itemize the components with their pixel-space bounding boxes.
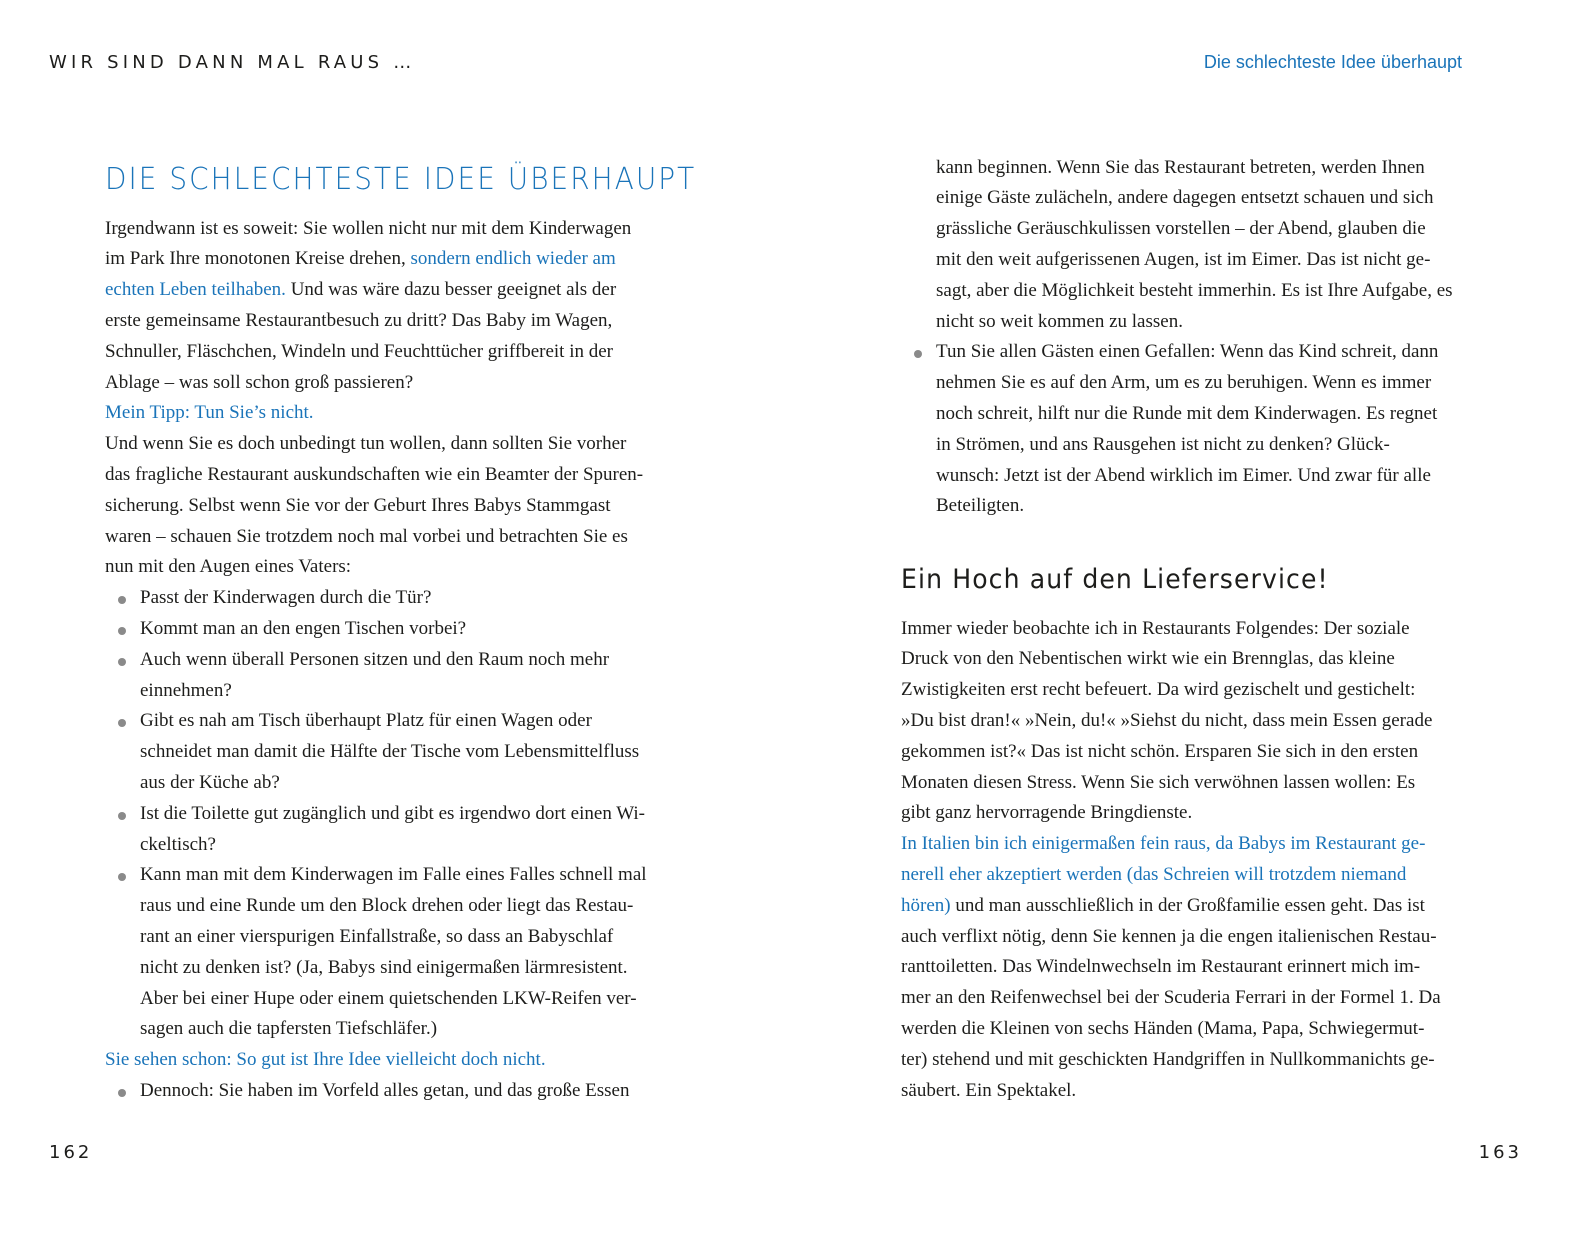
text-line [105,244,670,275]
right-page-body-continued [901,153,1466,523]
text-line [105,830,670,861]
text-line [901,829,1466,860]
bullet-icon [914,350,922,358]
highlighted-text: hören) [901,894,951,916]
text-line [105,737,670,768]
text-line [901,245,1466,276]
text-line [105,429,670,460]
text-segment: mer an den Reifenwechsel bei der Scuderia Ferrari in der Formel 1. Da [901,987,1441,1009]
text-segment: Ablage – was soll schon groß passieren? [105,371,414,393]
text-segment: Und wenn Sie es doch unbedingt tun wollen, dann sollten Sie vorher [105,433,627,455]
text-line [901,1014,1466,1045]
text-line [901,214,1466,245]
text-line [901,183,1466,214]
text-line [901,768,1466,799]
text-line [901,614,1466,645]
bullet-icon [118,719,126,727]
text-line [901,461,1466,492]
text-line [901,952,1466,983]
text-segment: Monaten diesen Stress. Wenn Sie sich verwöhnen lassen wollen: Es [901,771,1416,793]
text-segment: nicht zu denken ist? (Ja, Babys sind einigermaßen lärmresistent. [140,956,628,978]
bullet-item-line [901,337,1466,368]
text-segment: im Park Ihre monotonen Kreise drehen, [105,248,411,270]
text-line [105,368,670,399]
bullet-item-line [105,1076,670,1107]
running-head-chapter-title: Die schlechteste Idee überhaupt [1203,52,1462,72]
highlighted-text: Sie sehen schon: So gut ist Ihre Idee vielleicht doch nicht. [105,1049,546,1071]
text-line [105,398,670,429]
text-line [901,276,1466,307]
text-segment: rant an einer vierspurigen Einfallstraße, so dass an Babyschlaf [140,925,614,947]
bullet-item-line [105,860,670,891]
text-line [901,798,1466,829]
text-line [105,953,670,984]
text-segment: gibt ganz hervorragende Bringdienste. [901,802,1193,824]
text-segment: Auch wenn überall Personen sitzen und den Raum noch mehr [140,648,610,670]
text-segment: waren – schauen Sie trotzdem noch mal vorbei und betrachten Sie es [105,525,628,547]
text-line [901,922,1466,953]
text-segment: einnehmen? [140,679,232,701]
text-segment: Tun Sie allen Gästen einen Gefallen: Wenn das Kind schreit, dann [936,341,1439,363]
text-segment: Passt der Kinderwagen durch die Tür? [140,587,432,609]
text-line [901,737,1466,768]
text-line [105,275,670,306]
highlighted-text: echten Leben teilhaben. [105,279,286,301]
text-line [105,1045,670,1076]
text-line [105,1014,670,1045]
text-segment: Kommt man an den engen Tischen vorbei? [140,617,467,639]
text-segment: erste gemeinsame Restaurantbesuch zu dritt? Das Baby im Wagen, [105,309,613,331]
text-segment: schneidet man damit die Hälfte der Tische vom Lebensmittelfluss [140,741,640,763]
text-segment: einige Gäste zulächeln, andere dagegen entsetzt schauen und sich [936,187,1434,209]
text-segment: Irgendwann ist es soweit: Sie wollen nicht nur mit dem Kinderwagen [105,217,632,239]
right-page-body-section [901,614,1466,1107]
section-title: DIE SCHLECHTESTE IDEE ÜBERHAUPT [105,162,697,197]
text-line [901,983,1466,1014]
text-line [105,491,670,522]
text-segment: und man ausschließlich in der Großfamilie essen geht. Das ist [950,894,1425,916]
text-segment: nicht so weit kommen zu lassen. [936,310,1183,332]
text-segment: säubert. Ein Spektakel. [901,1079,1077,1101]
text-line [901,644,1466,675]
text-segment: Beteiligten. [936,495,1025,517]
text-segment: aus der Küche ab? [140,771,280,793]
text-segment: ckeltisch? [140,833,216,855]
bullet-icon [118,658,126,666]
text-line [105,214,670,245]
bullet-item-line [105,645,670,676]
text-segment: kann beginnen. Wenn Sie das Restaurant betreten, werden Ihnen [936,156,1425,178]
text-segment: Zwistigkeiten erst recht befeuert. Da wird gezischelt und gestichelt: [901,679,1416,701]
bullet-icon [118,1089,126,1097]
text-line [901,491,1466,522]
text-line [901,307,1466,338]
bullet-item-line [105,799,670,830]
text-segment: Gibt es nah am Tisch überhaupt Platz für einen Wagen oder [140,710,592,732]
text-segment: auch verflixt nötig, denn Sie kennen ja die engen italienischen Restau- [901,925,1437,947]
text-segment: ter) stehend und mit geschickten Handgriffen in Nullkommanichts ge- [901,1048,1435,1070]
text-line [901,430,1466,461]
text-segment: werden die Kleinen von sechs Händen (Mama, Papa, Schwiegermut- [901,1017,1425,1039]
text-line [105,676,670,707]
text-line [901,1045,1466,1076]
text-segment: mit den weit aufgerissenen Augen, ist im Eimer. Das ist nicht ge- [936,248,1431,270]
text-segment: grässliche Geräuschkulissen vorstellen – der Abend, glauben die [936,218,1426,240]
text-segment: Druck von den Nebentischen wirkt wie ein Brennglas, das kleine [901,648,1395,670]
bullet-item-line [105,614,670,645]
bullet-item-line [105,583,670,614]
text-line [105,552,670,583]
highlighted-text: nerell eher akzeptiert werden (das Schreien will trotzdem niemand [901,863,1407,885]
text-segment: Ist die Toilette gut zugänglich und gibt es irgendwo dort einen Wi- [140,802,646,824]
text-line [901,706,1466,737]
highlighted-text: Mein Tipp: Tun Sie’s nicht. [105,402,314,424]
text-segment: sagt, aber die Möglichkeit besteht immerhin. Es ist Ihre Aufgabe, es [936,279,1453,301]
text-line [105,460,670,491]
text-segment: nun mit den Augen eines Vaters: [105,556,352,578]
bullet-icon [118,596,126,604]
text-segment: »Du bist dran!« »Nein, du!« »Siehst du nicht, dass mein Essen gerade [901,709,1433,731]
text-line [105,306,670,337]
bullet-icon [118,627,126,635]
text-segment: Dennoch: Sie haben im Vorfeld alles getan, und das große Essen [140,1079,630,1101]
text-segment: sagen auch die tapfersten Tiefschläfer.) [140,1018,438,1040]
page-number-left: 162 [49,1142,93,1163]
text-segment: sicherung. Selbst wenn Sie vor der Geburt Ihres Babys Stammgast [105,494,611,516]
text-segment: Kann man mit dem Kinderwagen im Falle eines Falles schnell mal [140,864,647,886]
text-line [901,1076,1466,1107]
text-segment: das fragliche Restaurant auskundschaften wie ein Beamter der Spuren- [105,463,644,485]
text-line [105,522,670,553]
bullet-item-line [105,706,670,737]
text-line [901,675,1466,706]
text-segment: Immer wieder beobachte ich in Restaurants Folgendes: Der soziale [901,617,1410,639]
text-segment: Und was wäre dazu besser geeignet als der [285,279,617,301]
text-line [105,768,670,799]
text-line [901,153,1466,184]
text-line [901,891,1466,922]
bullet-icon [118,873,126,881]
running-head-book-title: WIR SIND DANN MAL RAUS … [49,52,416,73]
text-line [901,368,1466,399]
text-segment: in Strömen, und ans Rausgehen ist nicht zu denken? Glück- [936,433,1390,455]
text-segment: Aber bei einer Hupe oder einem quietschenden LKW-Reifen ver- [140,987,637,1009]
text-segment: noch schreit, hilft nur die Runde mit dem Kinderwagen. Es regnet [936,402,1438,424]
text-line [901,860,1466,891]
text-line [105,891,670,922]
text-segment: gekommen ist?« Das ist nicht schön. Ersparen Sie sich in den ersten [901,740,1419,762]
text-line [105,337,670,368]
text-line [901,399,1466,430]
bullet-icon [118,812,126,820]
highlighted-text: In Italien bin ich einigermaßen fein raus, da Babys im Restaurant ge- [901,833,1426,855]
text-line [105,984,670,1015]
text-segment: nehmen Sie es auf den Arm, um es zu beruhigen. Wenn es immer [936,372,1432,394]
subheading: Ein Hoch auf den Lieferservice! [901,564,1329,595]
text-segment: Schnuller, Fläschchen, Windeln und Feuchttücher griffbereit in der [105,340,613,362]
text-segment: ranttoiletten. Das Windelnwechseln im Restaurant erinnert mich im- [901,956,1421,978]
highlighted-text: sondern endlich wieder am [410,248,616,270]
text-segment: raus und eine Runde um den Block drehen oder liegt das Restau- [140,895,634,917]
page-number-right: 163 [1478,1142,1522,1163]
left-page-body [105,214,670,1107]
text-line [105,922,670,953]
text-segment: wunsch: Jetzt ist der Abend wirklich im Eimer. Und zwar für alle [936,464,1431,486]
